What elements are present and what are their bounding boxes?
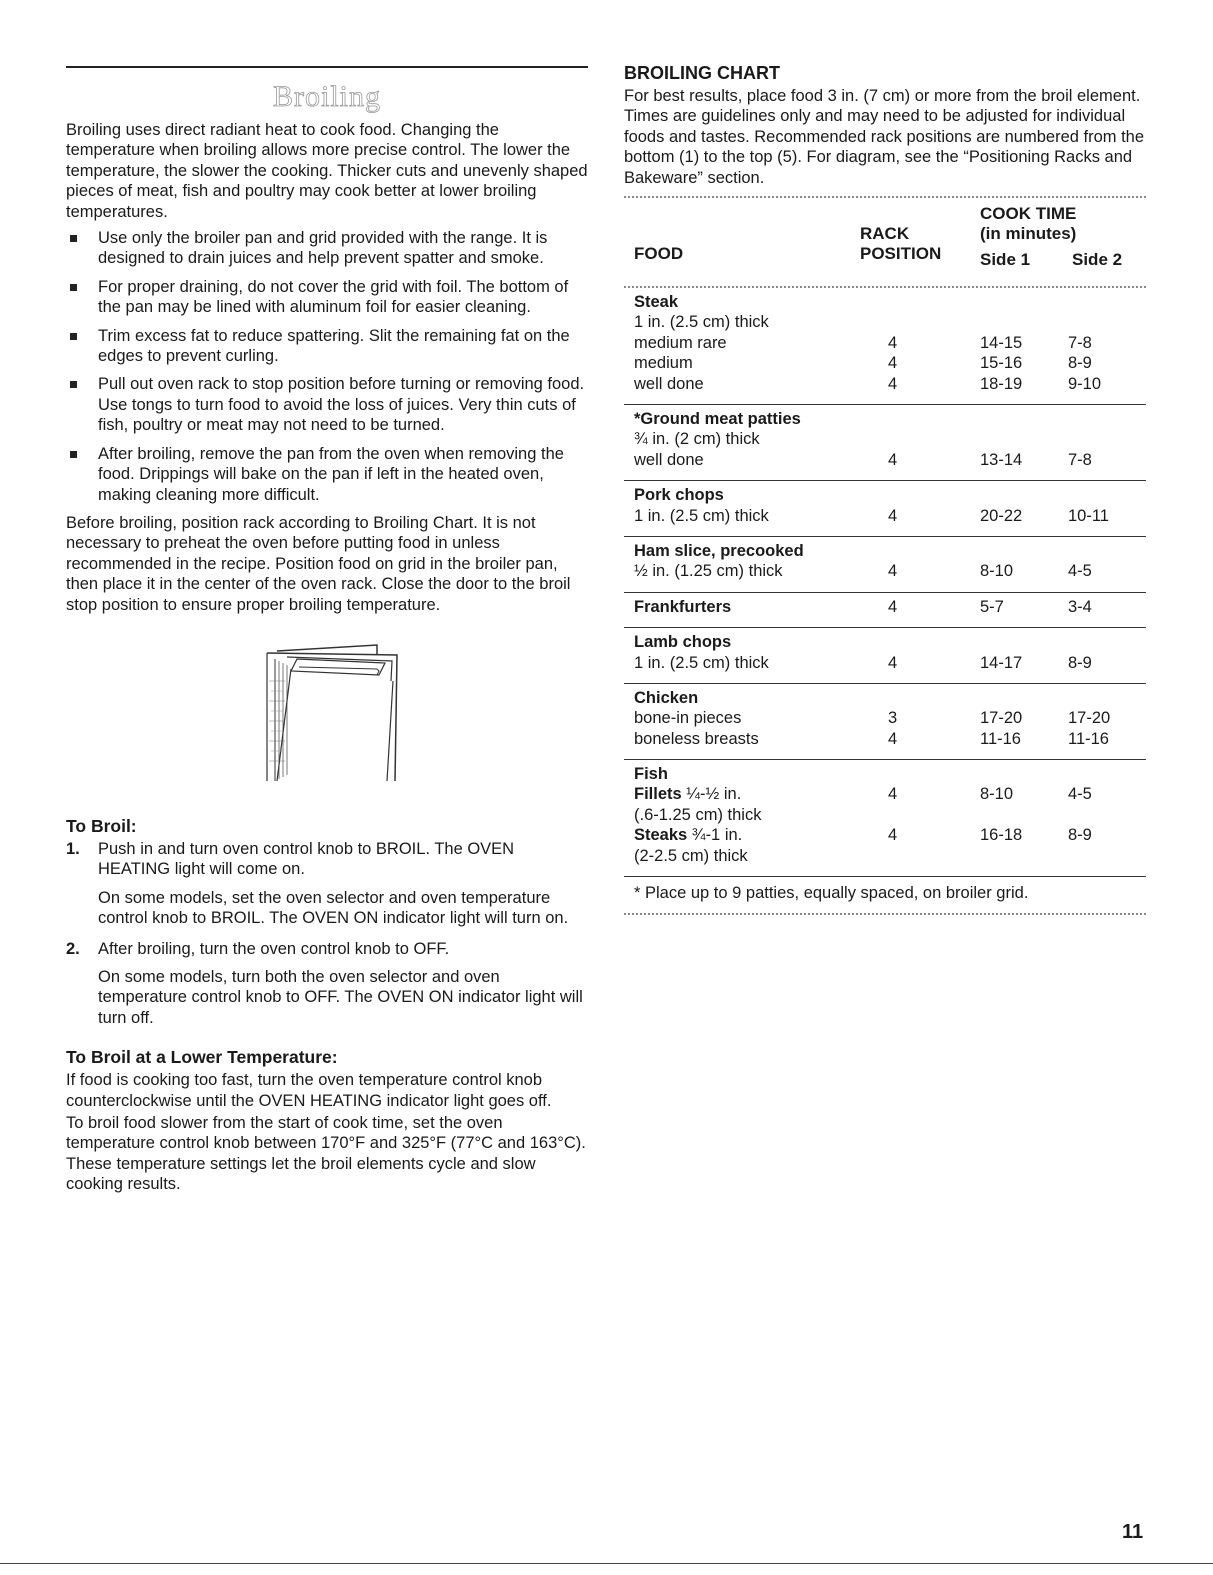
side-1-cell: 20-22 [980,506,1023,525]
rack-cell: 4 [888,374,898,393]
table-row [624,536,1146,592]
food-cell: well done [634,450,704,469]
header-cook-time: COOK TIME [980,204,1077,224]
list-item: 1. Push in and turn oven control knob to BROIL. The OVEN HEATING light will come on. On some models, set the oven selector and oven temperature control knob to BROIL. The OVEN ON indicator light will turn on. [66,839,569,928]
table-line [624,429,1146,449]
side-2-cell: 11-16 [1068,729,1109,748]
broil-steps [66,839,588,1028]
footnote: * Place up to 9 patties, equally spaced, on broiler grid. [624,876,1146,913]
side-2-cell: 8-9 [1068,653,1092,672]
table-row [624,627,1146,683]
table-line [624,729,1146,749]
bullet-icon [70,333,77,340]
page-number: 11 [1122,1521,1144,1543]
header-food: FOOD [634,244,684,264]
table-line [624,450,1146,470]
header-side-1: Side 1 [980,250,1031,270]
table-line [624,708,1146,728]
header-rack: RACK [860,224,910,244]
rack-cell: 4 [888,785,898,804]
table-header [624,198,1146,286]
header-position: POSITION [860,244,942,264]
table-line [624,292,1146,312]
rack-cell: 4 [888,826,898,845]
food-cell: Pork chops [634,486,724,505]
rack-cell: 4 [888,562,898,581]
table-line [624,541,1146,561]
table-line [624,688,1146,708]
side-1-cell: 11-16 [980,729,1021,748]
food-cell: medium rare [634,333,727,352]
side-1-cell: 14-15 [980,333,1023,352]
food-cell: Chicken [634,688,699,707]
food-cell: well done [634,374,704,393]
lower-temp-paragraph-1: If food is cooking too fast, turn the oven temperature control knob counterclockwise until the OVEN HEATING indicator light goes off. [66,1071,552,1110]
side-2-cell: 7-8 [1068,333,1092,352]
side-1-cell: 16-18 [980,826,1023,845]
table-line [624,506,1146,526]
table-line [624,597,1146,617]
side-2-cell: 4-5 [1068,562,1092,581]
before-broiling-paragraph: Before broiling, position rack according to Broiling Chart. It is not necessary to preheat the oven before putting food in unless recommended in the recipe. Position food on grid in the broiler pan, then place it in the center of the oven rack. Close the door to the broil stop position to ensure proper broiling temperature. [66,513,571,614]
food-cell: 1 in. (2.5 cm) thick [634,313,769,332]
rack-cell: 4 [888,729,898,748]
bullet-icon [70,381,77,388]
list-item: 2. After broiling, turn the oven control knob to OFF. On some models, turn both the oven selector and oven temperature control knob to OFF. The OVEN ON indicator light will turn off. [66,939,583,1027]
table-line [624,825,1146,845]
dotted-divider [624,913,1146,915]
side-2-cell: 3-4 [1068,597,1092,616]
side-1-cell: 8-10 [980,562,1014,581]
side-1-cell: 15-16 [980,354,1023,373]
lower-temp-heading: To Broil at a Lower Temperature: [66,1047,338,1068]
table-line [624,653,1146,673]
table-line [624,561,1146,581]
side-2-cell: 7-8 [1068,450,1092,469]
table-row [624,480,1146,536]
side-1-cell: 5-7 [980,597,1004,616]
food-cell: ½ in. (1.25 cm) thick [634,562,783,581]
food-cell: Fillets ¼-½ in. [634,785,742,804]
intro-paragraph: Broiling uses direct radiant heat to cook food. Changing the temperature when broiling allows more precise control. The lower the temperature, the slower the cooking. Thicker cuts and unevenly shaped pieces of meat, fish and poultry may cook better at lower broiling temperatures. [66,121,588,221]
bullet-icon [70,235,77,242]
table-line [624,784,1146,804]
header-in-minutes: (in minutes) [980,224,1077,244]
side-1-cell: 18-19 [980,374,1023,393]
bottom-rule [0,1563,1213,1564]
food-cell: Ham slice, precooked [634,541,804,560]
section-title: Broiling [272,80,381,113]
food-cell: (.6-1.25 cm) thick [634,805,762,824]
table-row [624,759,1146,876]
tips-list [66,228,588,505]
rack-cell: 4 [888,333,898,352]
list-item: For proper draining, do not cover the grid with foil. The bottom of the pan may be lined with aluminum foil for easier cleaning. [66,277,588,318]
table-row [624,404,1146,480]
table-line [624,353,1146,373]
chart-title: BROILING CHART [624,63,780,83]
food-cell: 1 in. (2.5 cm) thick [634,653,769,672]
side-1-cell: 13-14 [980,450,1023,469]
side-2-cell: 10-11 [1068,506,1109,525]
table-line [624,374,1146,394]
food-cell: boneless breasts [634,729,759,748]
list-item: Use only the broiler pan and grid provided with the range. It is designed to drain juices and help prevent spatter and smoke. [66,228,588,269]
food-cell: Steak [634,293,679,312]
food-cell: ¾ in. (2 cm) thick [634,430,760,449]
table-row [624,683,1146,759]
table-line [624,846,1146,866]
rack-cell: 4 [888,354,898,373]
table-line [624,485,1146,505]
header-side-2: Side 2 [1072,250,1123,270]
table-line [624,632,1146,652]
rack-cell: 3 [888,709,898,728]
to-broil-heading: To Broil: [66,815,137,836]
side-2-cell: 4-5 [1068,785,1092,804]
food-cell: Fish [634,765,668,784]
table-line [624,409,1146,429]
bullet-icon [70,451,77,458]
food-cell: medium [634,354,693,373]
table-line [624,805,1146,825]
table-line [624,764,1146,784]
side-1-cell: 14-17 [980,653,1023,672]
food-cell: bone-in pieces [634,709,742,728]
side-1-cell: 8-10 [980,785,1014,804]
rack-cell: 4 [888,450,898,469]
bullet-icon [70,284,77,291]
list-item: Pull out oven rack to stop position before turning or removing food. Use tongs to turn food to avoid the loss of juices. Very thin cuts of fish, poultry or meat may not need to be turned. [66,374,588,435]
table-row [624,592,1146,627]
rack-cell: 4 [888,597,898,616]
rack-cell: 4 [888,506,898,525]
side-1-cell: 17-20 [980,709,1023,728]
left-column [66,66,588,1195]
side-2-cell: 17-20 [1068,709,1111,728]
side-2-cell: 8-9 [1068,826,1092,845]
list-item: Trim excess fat to reduce spattering. Slit the remaining fat on the edges to prevent curling. [66,326,588,367]
list-item: After broiling, remove the pan from the oven when removing the food. Drippings will bake on the pan if left in the heated oven, making cleaning more difficult. [66,444,588,505]
food-cell: *Ground meat patties [634,409,801,428]
food-cell: Lamb chops [634,633,732,652]
food-cell: (2-2.5 cm) thick [634,846,748,865]
food-cell: 1 in. (2.5 cm) thick [634,506,769,525]
rack-cell: 4 [888,653,898,672]
lower-temp-paragraph-2: To broil food slower from the start of cook time, set the oven temperature control knob between 170°F and 325°F (77°C and 163°C). These temperature settings let the broil elements cycle and slow cooking results. [66,1114,586,1194]
chart-intro: For best results, place food 3 in. (7 cm) or more from the broil element. Times are guidelines only and may need to be adjusted for individual foods and tastes. Recommended rack positions are numbered from the bottom (1) to the top (5). For diagram, see the “Positioning Racks and Bakeware” section. [624,87,1145,187]
food-cell: Frankfurters [634,597,732,616]
table-line [624,312,1146,332]
side-2-cell: 9-10 [1068,374,1102,393]
broiling-table [624,288,1146,876]
side-2-cell: 8-9 [1068,354,1092,373]
top-rule [66,66,588,68]
table-line [624,333,1146,353]
table-row [624,288,1146,404]
oven-door-illustration [227,641,427,783]
food-cell: Steaks ¾-1 in. [634,826,743,845]
right-column [624,62,1146,915]
